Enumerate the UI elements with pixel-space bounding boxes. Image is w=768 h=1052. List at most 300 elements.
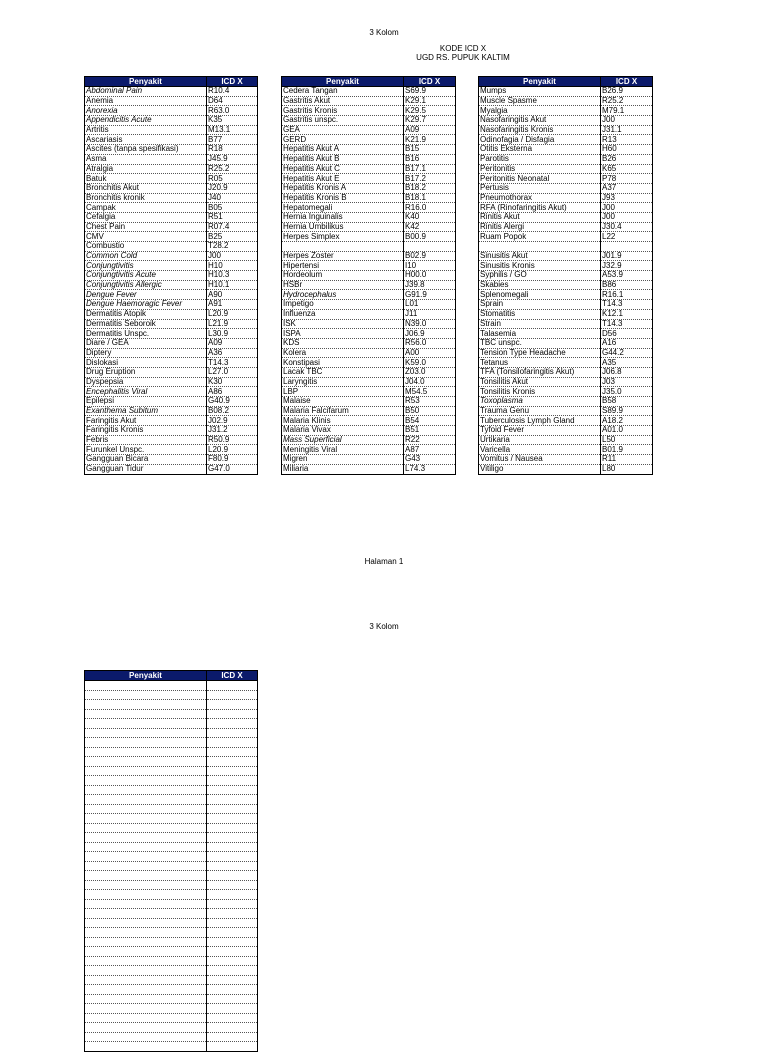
- table-row: [282, 348, 456, 358]
- icd-code: K29.7: [404, 116, 456, 126]
- table-row: [282, 358, 456, 368]
- icd-code: [207, 747, 258, 757]
- disease-name: KDS: [282, 338, 404, 348]
- disease-name: [85, 985, 207, 995]
- icd-code: A16: [601, 338, 653, 348]
- table-row: [282, 329, 456, 339]
- table-row: [85, 928, 258, 938]
- table-row: [85, 890, 258, 900]
- disease-name: Atralgia: [85, 164, 207, 174]
- disease-name: Sinusitis Akut: [479, 251, 601, 261]
- icd-code: [207, 1004, 258, 1014]
- table-row: [85, 776, 258, 786]
- icd-code: J93: [601, 193, 653, 203]
- icd-code: [207, 814, 258, 824]
- header-penyakit: Penyakit: [85, 77, 207, 87]
- disease-name: Dermatitis Unspc.: [85, 329, 207, 339]
- disease-name: Rinitis Alergi: [479, 222, 601, 232]
- disease-name: Myalgia: [479, 106, 601, 116]
- icd-table-column-3: [478, 76, 653, 475]
- table-row: [282, 338, 456, 348]
- table-row: [85, 728, 258, 738]
- icd-code: [207, 738, 258, 748]
- table-row: [85, 106, 258, 116]
- header-icd-x: ICD X: [207, 77, 258, 87]
- table-row: [479, 367, 653, 377]
- table-row: [479, 435, 653, 445]
- icd-code: Z03.0: [404, 367, 456, 377]
- disease-name: Abdominal Pain: [85, 87, 207, 97]
- table-row: [479, 397, 653, 407]
- icd-code: H10: [207, 261, 258, 271]
- disease-name: [85, 956, 207, 966]
- table-row: [282, 251, 456, 261]
- icd-code: [207, 690, 258, 700]
- disease-name: [85, 747, 207, 757]
- disease-name: Dengue Fever: [85, 290, 207, 300]
- table-row: [85, 222, 258, 232]
- disease-name: Artritis: [85, 125, 207, 135]
- icd-code: J11: [404, 309, 456, 319]
- icd-code: S69.9: [404, 87, 456, 97]
- table-row: [282, 464, 456, 474]
- icd-code: K59.0: [404, 358, 456, 368]
- table-row: [282, 280, 456, 290]
- disease-name: Malaria Vivax: [282, 426, 404, 436]
- table-row: [479, 464, 653, 474]
- disease-name: Campak: [85, 203, 207, 213]
- icd-code: J01.9: [601, 251, 653, 261]
- icd-code: J30.4: [601, 222, 653, 232]
- icd-code: [207, 994, 258, 1004]
- icd-code: [207, 785, 258, 795]
- table-row: [85, 455, 258, 465]
- icd-code: R16.0: [404, 203, 456, 213]
- disease-name: Exanthema Subitum: [85, 406, 207, 416]
- disease-name: [479, 242, 601, 252]
- icd-code: H00.0: [404, 271, 456, 281]
- disease-name: Hydrocephalus: [282, 290, 404, 300]
- icd-code: N39.0: [404, 319, 456, 329]
- disease-name: Anemia: [85, 96, 207, 106]
- disease-name: Tetanus: [479, 358, 601, 368]
- disease-name: Bronchitis Akut: [85, 183, 207, 193]
- table-row: [479, 106, 653, 116]
- disease-name: Mumps: [479, 87, 601, 97]
- icd-code: J35.0: [601, 387, 653, 397]
- table-row: [85, 785, 258, 795]
- disease-name: Faringitis Kronis: [85, 426, 207, 436]
- table-row: [282, 445, 456, 455]
- icd-code: K12.1: [601, 309, 653, 319]
- icd-code: L27.0: [207, 367, 258, 377]
- icd-code: [207, 823, 258, 833]
- icd-code: M79.1: [601, 106, 653, 116]
- disease-name: Mass Superficial: [282, 435, 404, 445]
- disease-name: Febris: [85, 435, 207, 445]
- icd-code: B17.1: [404, 164, 456, 174]
- disease-name: Talasemia: [479, 329, 601, 339]
- table-row: [85, 823, 258, 833]
- icd-code: B18.1: [404, 193, 456, 203]
- table-row: [479, 416, 653, 426]
- disease-name: [85, 719, 207, 729]
- icd-table-blank: [84, 670, 258, 1052]
- table-row: [282, 397, 456, 407]
- table-row: [282, 300, 456, 310]
- table-row: [85, 416, 258, 426]
- table-row: [479, 300, 653, 310]
- table-row: [85, 880, 258, 890]
- icd-code: [207, 1032, 258, 1042]
- disease-name: TBC unspc.: [479, 338, 601, 348]
- icd-code: B58: [601, 397, 653, 407]
- disease-name: [85, 795, 207, 805]
- disease-name: Skabies: [479, 280, 601, 290]
- table-row: [85, 947, 258, 957]
- table-row: [282, 193, 456, 203]
- disease-name: Hernia Umbilikus: [282, 222, 404, 232]
- icd-code: B02.9: [404, 251, 456, 261]
- icd-code: [207, 909, 258, 919]
- icd-code: [207, 966, 258, 976]
- table-row: [85, 757, 258, 767]
- icd-code: J02.9: [207, 416, 258, 426]
- icd-code: [207, 937, 258, 947]
- disease-name: [85, 709, 207, 719]
- icd-code: J39.8: [404, 280, 456, 290]
- icd-code: L22: [601, 232, 653, 242]
- icd-code: A87: [404, 445, 456, 455]
- table-row: [479, 135, 653, 145]
- table-row: [479, 309, 653, 319]
- icd-code: [207, 709, 258, 719]
- icd-code: R18: [207, 145, 258, 155]
- icd-code: P78: [601, 174, 653, 184]
- table-row: [479, 212, 653, 222]
- icd-code: [207, 880, 258, 890]
- icd-code: L80: [601, 464, 653, 474]
- table-row: [85, 985, 258, 995]
- table-row: [479, 271, 653, 281]
- disease-name: Syphilis / GO: [479, 271, 601, 281]
- table-row: [85, 367, 258, 377]
- disease-name: Hepatitis Akut C: [282, 164, 404, 174]
- disease-name: Encephalitis Viral: [85, 387, 207, 397]
- table-row: [85, 975, 258, 985]
- disease-name: LBP: [282, 387, 404, 397]
- table-row: [85, 700, 258, 710]
- table-row: [479, 232, 653, 242]
- disease-name: Laryngitis: [282, 377, 404, 387]
- disease-name: Gastritis Akut: [282, 96, 404, 106]
- table-row: [85, 937, 258, 947]
- disease-name: Hepatomegali: [282, 203, 404, 213]
- disease-name: RFA (Rinofaringitis Akut): [479, 203, 601, 213]
- table-row: [85, 116, 258, 126]
- table-row: [479, 406, 653, 416]
- disease-name: [85, 842, 207, 852]
- disease-name: Malaria Falcifarum: [282, 406, 404, 416]
- disease-name: Peritonitis Neonatal: [479, 174, 601, 184]
- disease-name: CMV: [85, 232, 207, 242]
- icd-code: [207, 852, 258, 862]
- disease-name: Anorexia: [85, 106, 207, 116]
- table-row: [479, 251, 653, 261]
- table-row: [85, 406, 258, 416]
- disease-name: Gastritis Kronis: [282, 106, 404, 116]
- page-footer: Halaman 1: [364, 557, 404, 566]
- icd-code: B86: [601, 280, 653, 290]
- icd-code: G43: [404, 455, 456, 465]
- table-row: [282, 116, 456, 126]
- disease-name: [85, 785, 207, 795]
- icd-code: L74.3: [404, 464, 456, 474]
- icd-code: I10: [404, 261, 456, 271]
- document-title: KODE ICD X: [439, 44, 487, 53]
- icd-code: [207, 766, 258, 776]
- page2-top-label: 3 Kolom: [369, 622, 399, 631]
- disease-name: [85, 918, 207, 928]
- table-row: [479, 290, 653, 300]
- icd-code: B54: [404, 416, 456, 426]
- disease-name: Meningitis Viral: [282, 445, 404, 455]
- icd-code: B00.9: [404, 232, 456, 242]
- icd-code: R50.9: [207, 435, 258, 445]
- icd-code: K21.9: [404, 135, 456, 145]
- icd-code: J06.8: [601, 367, 653, 377]
- table-row: [479, 203, 653, 213]
- disease-name: [282, 242, 404, 252]
- document-subtitle: UGD RS. PUPUK KALTIM: [416, 53, 510, 62]
- table-row: [282, 261, 456, 271]
- disease-name: Asma: [85, 154, 207, 164]
- table-row: [282, 271, 456, 281]
- icd-code: [207, 928, 258, 938]
- disease-name: Drug Eruption: [85, 367, 207, 377]
- table-row: [85, 203, 258, 213]
- disease-name: [85, 909, 207, 919]
- table-row: [479, 358, 653, 368]
- icd-code: [207, 681, 258, 691]
- table-row: [85, 242, 258, 252]
- disease-name: Toxoplasma: [479, 397, 601, 407]
- table-row: [85, 174, 258, 184]
- disease-name: [85, 1004, 207, 1014]
- disease-name: Ascariasis: [85, 135, 207, 145]
- disease-name: [85, 890, 207, 900]
- icd-code: [207, 918, 258, 928]
- icd-code: R13: [601, 135, 653, 145]
- disease-name: Pneumothorax: [479, 193, 601, 203]
- icd-code: [207, 985, 258, 995]
- icd-code: [207, 757, 258, 767]
- icd-code: J40: [207, 193, 258, 203]
- icd-code: K42: [404, 222, 456, 232]
- table-row: [85, 164, 258, 174]
- table-row: [85, 445, 258, 455]
- table-row: [479, 329, 653, 339]
- disease-name: Ascites (tanpa spesifikasi): [85, 145, 207, 155]
- disease-name: [85, 994, 207, 1004]
- disease-name: ISPA: [282, 329, 404, 339]
- disease-name: Odinofagia / Disfagia: [479, 135, 601, 145]
- table-row: [85, 251, 258, 261]
- disease-name: [85, 899, 207, 909]
- table-row: [282, 377, 456, 387]
- disease-name: Gangguan Tidur: [85, 464, 207, 474]
- table-row: [85, 690, 258, 700]
- disease-name: Ruam Popok: [479, 232, 601, 242]
- disease-name: Gastritis unspc.: [282, 116, 404, 126]
- icd-code: [207, 700, 258, 710]
- table-row: [479, 222, 653, 232]
- table-row: [85, 747, 258, 757]
- icd-code: B51: [404, 426, 456, 436]
- table-row: [479, 174, 653, 184]
- disease-name: GERD: [282, 135, 404, 145]
- table-row: [85, 338, 258, 348]
- disease-name: Splenomegali: [479, 290, 601, 300]
- table-row: [85, 193, 258, 203]
- icd-code: R53: [404, 397, 456, 407]
- icd-code: B18.2: [404, 183, 456, 193]
- icd-code: [404, 242, 456, 252]
- icd-code: J32.9: [601, 261, 653, 271]
- disease-name: [85, 814, 207, 824]
- table-row: [282, 145, 456, 155]
- icd-code: L30.9: [207, 329, 258, 339]
- icd-code: J03: [601, 377, 653, 387]
- icd-code: T14.3: [601, 319, 653, 329]
- icd-code: R16.1: [601, 290, 653, 300]
- table-row: [479, 319, 653, 329]
- icd-code: [207, 776, 258, 786]
- icd-code: [207, 1042, 258, 1052]
- icd-code: [207, 871, 258, 881]
- header-penyakit: Penyakit: [282, 77, 404, 87]
- disease-name: Influenza: [282, 309, 404, 319]
- disease-name: Parotitis: [479, 154, 601, 164]
- disease-name: [85, 776, 207, 786]
- icd-code: A18.2: [601, 416, 653, 426]
- icd-code: R11: [601, 455, 653, 465]
- icd-code: H10.1: [207, 280, 258, 290]
- disease-name: [85, 861, 207, 871]
- icd-code: K40: [404, 212, 456, 222]
- table-row: [282, 387, 456, 397]
- table-row: [479, 164, 653, 174]
- disease-name: Herpes Simplex: [282, 232, 404, 242]
- icd-code: L50: [601, 435, 653, 445]
- table-row: [282, 309, 456, 319]
- disease-name: Tension Type Headache: [479, 348, 601, 358]
- icd-code: A35: [601, 358, 653, 368]
- table-row: [479, 445, 653, 455]
- disease-name: Konstipasi: [282, 358, 404, 368]
- disease-name: [85, 871, 207, 881]
- icd-code: A09: [207, 338, 258, 348]
- icd-code: H60: [601, 145, 653, 155]
- table-row: [85, 87, 258, 97]
- table-row: [85, 766, 258, 776]
- table-row: [85, 899, 258, 909]
- table-row: [282, 154, 456, 164]
- table-row: [85, 309, 258, 319]
- icd-code: J00: [601, 116, 653, 126]
- icd-code: [207, 728, 258, 738]
- disease-name: Hernia Inguinalis: [282, 212, 404, 222]
- icd-code: A90: [207, 290, 258, 300]
- disease-name: Miliaria: [282, 464, 404, 474]
- icd-code: H10.3: [207, 271, 258, 281]
- icd-code: [207, 861, 258, 871]
- disease-name: Dislokasi: [85, 358, 207, 368]
- disease-name: [85, 1032, 207, 1042]
- disease-name: Hordeolum: [282, 271, 404, 281]
- disease-name: Migren: [282, 455, 404, 465]
- page1-top-label: 3 Kolom: [369, 28, 399, 37]
- icd-code: A86: [207, 387, 258, 397]
- table-row: [479, 145, 653, 155]
- disease-name: Tyfoid Fever: [479, 426, 601, 436]
- disease-name: Batuk: [85, 174, 207, 184]
- disease-name: Varicella: [479, 445, 601, 455]
- icd-code: G44.2: [601, 348, 653, 358]
- icd-code: L20.9: [207, 309, 258, 319]
- icd-code: A37: [601, 183, 653, 193]
- icd-code: R25.2: [601, 96, 653, 106]
- table-row: [479, 377, 653, 387]
- disease-name: Hepatitis Kronis A: [282, 183, 404, 193]
- disease-name: Combustio: [85, 242, 207, 252]
- table-row: [479, 116, 653, 126]
- disease-name: Tonsilitis Akut: [479, 377, 601, 387]
- disease-name: [85, 804, 207, 814]
- table-row: [479, 387, 653, 397]
- disease-name: [85, 823, 207, 833]
- table-row: [85, 909, 258, 919]
- icd-code: [207, 842, 258, 852]
- disease-name: ISK: [282, 319, 404, 329]
- header-penyakit: Penyakit: [85, 671, 207, 681]
- table-row: [479, 87, 653, 97]
- table-row: [85, 1042, 258, 1052]
- disease-name: Hepatitis Akut E: [282, 174, 404, 184]
- icd-code: [207, 956, 258, 966]
- disease-name: Peritonitis: [479, 164, 601, 174]
- icd-code: R63.0: [207, 106, 258, 116]
- table-row: [85, 426, 258, 436]
- disease-name: [85, 966, 207, 976]
- disease-name: Malaise: [282, 397, 404, 407]
- icd-table-column-1: [84, 76, 258, 475]
- table-row: [85, 1032, 258, 1042]
- table-row: [282, 455, 456, 465]
- disease-name: Nasofaringitis Akut: [479, 116, 601, 126]
- table-row: [85, 348, 258, 358]
- disease-name: Dermatitis Seboroik: [85, 319, 207, 329]
- disease-name: Stomatitis: [479, 309, 601, 319]
- table-row: [479, 96, 653, 106]
- icd-code: R22: [404, 435, 456, 445]
- icd-code: K35: [207, 116, 258, 126]
- disease-name: Conjungtivitis: [85, 261, 207, 271]
- icd-code: G47.0: [207, 464, 258, 474]
- table-row: [85, 96, 258, 106]
- icd-code: M54.5: [404, 387, 456, 397]
- disease-name: Hepatitis Akut A: [282, 145, 404, 155]
